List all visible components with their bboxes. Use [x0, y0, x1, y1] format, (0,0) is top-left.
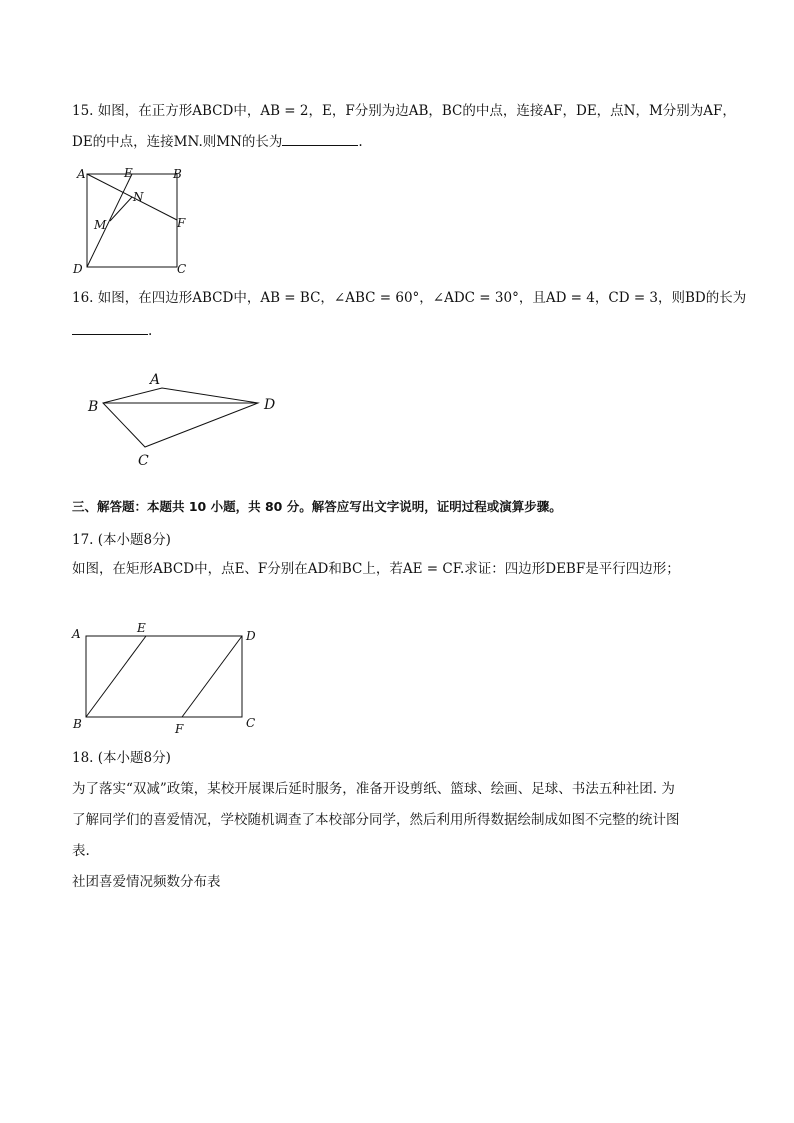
q18-text-line2: 了解同学们的喜爱情况，学校随机调查了本校部分同学，然后利用所得数据绘制成如图不完整的统计图	[72, 812, 680, 828]
q15-text-line1: 15. 如图，在正方形ABCD中，AB = 2，E，F分别为边AB，BC的中点，连接AF，DE，点N，M分别为AF，	[72, 103, 736, 119]
q16-quadrilateral-abcd	[103, 388, 258, 447]
q18-text-line1: 为了落实“双减”政策，某校开展课后延时服务，准备开设剪纸、篮球、绘画、足球、书法五种社团. 为	[72, 781, 675, 797]
q15-label-e: E	[124, 166, 133, 180]
q17-label-e: E	[137, 621, 146, 635]
q18-table-caption: 社团喜爱情况频数分布表	[72, 874, 221, 890]
q15-answer-blank	[282, 133, 358, 146]
q18-text-line3: 表.	[72, 843, 90, 859]
q15-label-m: M	[94, 218, 107, 232]
q17-label-b: B	[73, 717, 82, 731]
q16-label-a: A	[150, 372, 161, 388]
q16-text-line2	[72, 321, 152, 341]
q17-rectangle-abcd	[86, 636, 242, 717]
q16-text-line2-suffix: .	[148, 323, 153, 339]
q15-figure-square	[70, 160, 200, 280]
q15-label-f: F	[177, 216, 186, 230]
q17-figure-rectangle	[68, 618, 268, 738]
q18-title: 18. (本小题8分)	[72, 750, 171, 766]
q15-label-n: N	[133, 190, 144, 204]
q15-label-d: D	[73, 262, 83, 276]
q16-label-d: D	[264, 397, 276, 413]
q16-figure-quadrilateral	[80, 365, 280, 470]
q16-label-b: B	[88, 399, 99, 415]
q16-answer-blank	[72, 322, 148, 335]
q17-title: 17. (本小题8分)	[72, 532, 171, 548]
q15-segment-mn	[110, 197, 132, 221]
section-3-heading: 三、解答题：本题共 10 小题，共 80 分。解答应写出文字说明，证明过程或演算步骤。	[72, 499, 562, 514]
q16-text-line1: 16. 如图，在四边形ABCD中，AB = BC，∠ABC = 60°，∠ADC = 30°，且AD = 4，CD = 3，则BD的长为	[72, 290, 747, 306]
q17-segment-df	[182, 636, 242, 717]
q15-label-b: B	[173, 167, 182, 181]
q17-label-a: A	[72, 627, 81, 641]
q15-label-c: C	[177, 262, 187, 276]
q17-label-c: C	[246, 716, 256, 730]
q17-segment-eb	[86, 636, 146, 717]
q15-label-a: A	[77, 167, 86, 181]
q15-text-line2	[72, 132, 363, 152]
q15-text-line2-prefix: DE的中点，连接MN.则MN的长为	[72, 134, 283, 150]
q17-label-d: D	[246, 629, 256, 643]
q15-text-line2-suffix: .	[358, 134, 363, 150]
q17-text: 如图，在矩形ABCD中，点E、F分别在AD和BC上，若AE = CF.求证：四边形DEBF是平行四边形；	[72, 561, 680, 577]
q17-label-f: F	[175, 722, 184, 736]
q16-label-c: C	[138, 453, 149, 469]
